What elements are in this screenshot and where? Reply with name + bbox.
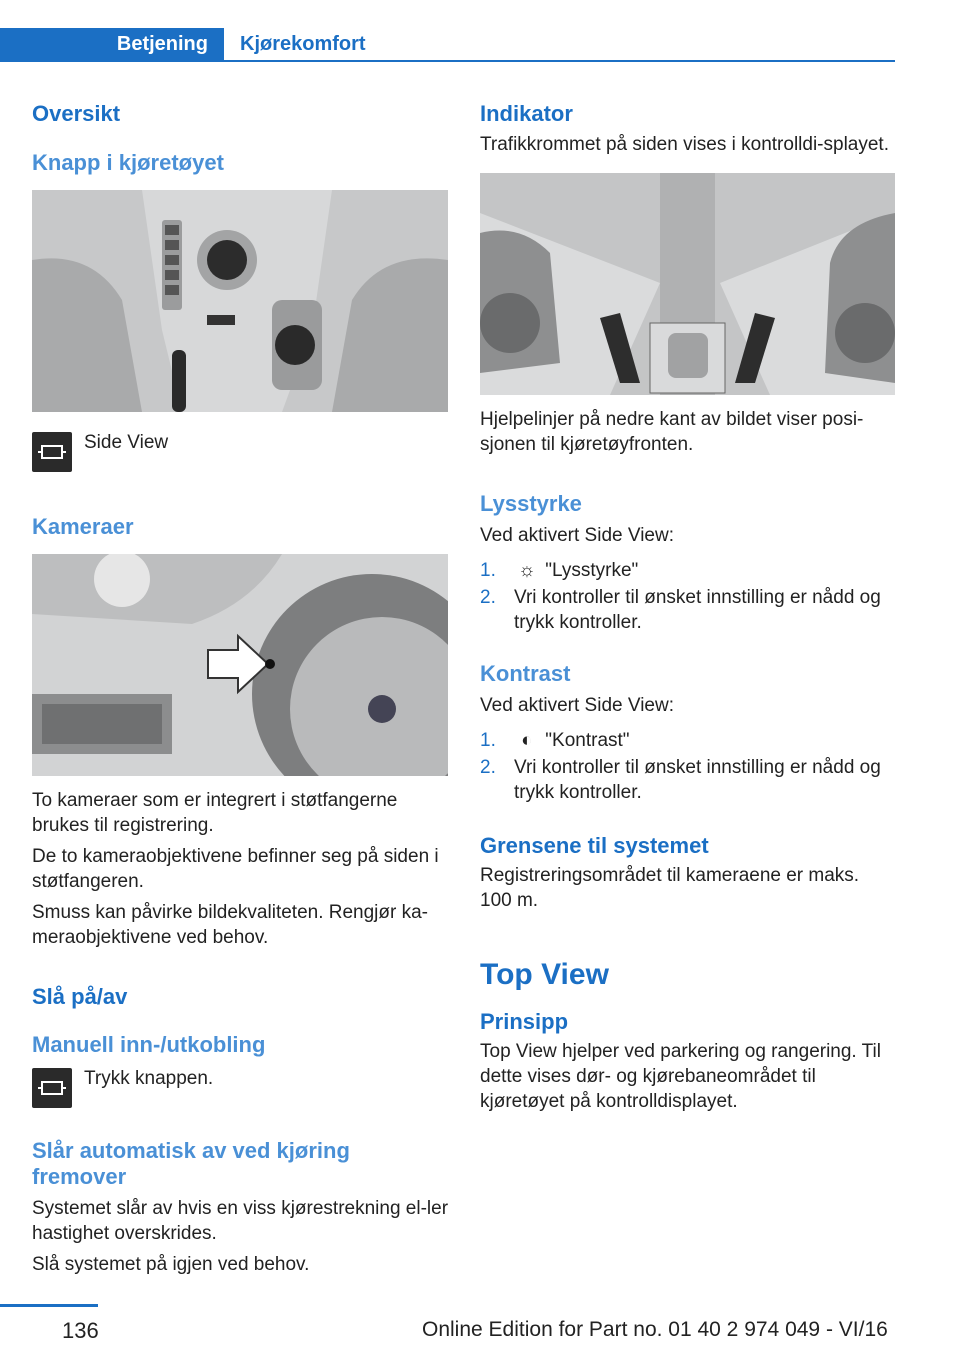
heading-grensene: Grensene til systemet [480, 833, 709, 858]
chapter-tabbar [0, 28, 895, 62]
list-item: 1. ☼ "Lysstyrke" [480, 560, 639, 581]
list-item: 2. Vri kontroller til ønsket innstilling er nådd og trykk kontroller. [480, 757, 881, 803]
contrast-icon: ◐ [521, 730, 533, 751]
brightness-icon: ☼ [518, 560, 536, 581]
paragraph-prinsipp: Top View hjelper ved parkering og rangering. Til dette vises dør- og kjørebaneområdet til kjøretøyet på kontrolldisplayet. [480, 1041, 881, 1112]
paragraph-hjelpelinjer: Hjelpelinjer på nedre kant av bildet viser posi-sjonen til kjøretøyfronten. [480, 409, 864, 455]
side-view-row [32, 432, 448, 472]
paragraph-auto-2: Slå systemet på igjen ved behov. [32, 1254, 310, 1275]
paragraph-kameraer-2: De to kameraobjektivene befinner seg på siden i støtfangeren. [32, 846, 439, 892]
page-number: 136 [62, 1318, 99, 1343]
heading-prinsipp: Prinsipp [480, 1009, 569, 1034]
footer-rule [0, 1304, 98, 1307]
right-column [480, 100, 896, 1114]
lysstyrke-steps [480, 558, 896, 635]
heading-automatisk-av: Slår automatisk av ved kjøring fremover [32, 1138, 350, 1189]
tab-kjorekomfort[interactable]: Kjørekomfort [240, 33, 366, 55]
manual-toggle-row [32, 1068, 448, 1108]
console-button-image [32, 190, 448, 412]
heading-kameraer: Kameraer [32, 514, 134, 539]
heading-lysstyrke: Lysstyrke [480, 491, 582, 516]
side-view-icon [32, 432, 72, 472]
ved-aktivert-1: Ved aktivert Side View: [480, 525, 674, 546]
paragraph-kameraer-3: Smuss kan påvirke bildekvaliteten. Rengjør ka-meraobjektivene ved behov. [32, 902, 429, 948]
heading-indikator: Indikator [480, 101, 573, 126]
kontrast-steps [480, 728, 896, 805]
trykk-knappen-text: Trykk knappen. [84, 1068, 214, 1089]
heading-slaa-paa-av: Slå på/av [32, 984, 128, 1009]
heading-oversikt: Oversikt [32, 101, 121, 126]
heading-top-view: Top View [480, 958, 609, 991]
paragraph-auto-1: Systemet slår av hvis en viss kjørestrekning el-ler hastighet overskrides. [32, 1198, 449, 1244]
heading-knapp: Knapp i kjøretøyet [32, 150, 224, 175]
heading-manuell: Manuell inn-/utkobling [32, 1032, 266, 1057]
ved-aktivert-2: Ved aktivert Side View: [480, 695, 674, 716]
side-view-button-icon[interactable] [32, 1068, 72, 1108]
paragraph-kameraer-1: To kameraer som er integrert i støtfangerne brukes til registrering. [32, 790, 398, 836]
camera-location-image [32, 554, 448, 776]
list-item: 2. Vri kontroller til ønsket innstilling er nådd og trykk kontroller. [480, 587, 881, 633]
footer-edition: Online Edition for Part no. 01 40 2 974 049 - VI/16 [422, 1318, 888, 1341]
tab-betjening[interactable]: Betjening [0, 28, 224, 60]
side-view-display-image [480, 173, 895, 395]
paragraph-indikator: Trafikkrommet på siden vises i kontrolldi-splayet. [480, 134, 889, 155]
list-item: 1. ◐ "Kontrast" [480, 730, 630, 751]
heading-kontrast: Kontrast [480, 661, 571, 686]
paragraph-grensene: Registreringsområdet til kameraene er maks. 100 m. [480, 865, 860, 911]
left-column [32, 100, 448, 1277]
side-view-label: Side View [84, 432, 169, 453]
